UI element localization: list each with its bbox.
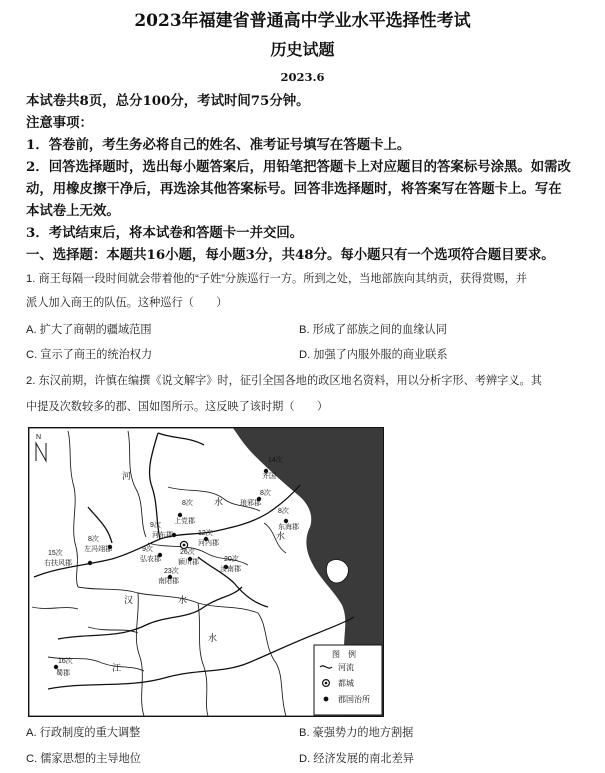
name-henei: 河内郡 [198,540,219,547]
legend-river: 河流 [338,663,354,672]
name-shu: 蜀郡 [56,670,70,677]
seat-marker-donghai [284,519,288,523]
label-shui-1: 水 [214,498,224,508]
subject-title: 历史试题 [270,40,335,59]
exam-date: 2023.6 [280,70,325,84]
notice-item-1: 1．答卷前，考生务必将自己的姓名、准考证号填写在答题卡上。 [26,137,411,153]
label-he-river: 河 [122,472,132,482]
count-yingchuan: 26次 [180,549,195,556]
name-youfufeng: 右扶风郡 [44,560,72,567]
legend-capital: 都城 [338,679,354,688]
count-shu: 16次 [58,658,73,665]
notice-title: 注意事项： [26,115,93,131]
exam-summary: 本试卷共8页，总分100分，考试时间75分钟。 [26,93,310,109]
seat-marker-shu [54,665,58,669]
name-hedong: 河东郡 [152,532,173,539]
label-shui-4: 水 [208,634,218,644]
q2-option-c: C. 儒家思想的主导地位 [26,753,141,765]
label-shui-3: 水 [178,596,188,606]
name-shangdang: 上党郡 [174,518,195,525]
legend-seat: 郡国治所 [338,695,370,704]
q2-stem-line-2: 中提及次数较多的郡、国如图所示。这反映了该时期（ ） [26,401,329,413]
q1-stem-line-2: 派人加入商王的队伍。这种巡行（ ） [26,297,228,309]
name-qi: 齐国 [262,473,276,480]
notice-item-3: 3．考试结束后，将本试卷和答题卡一并交回。 [26,225,304,241]
eastern-han-map [28,427,384,717]
q2-option-d: D. 经济发展的南北差异 [299,753,414,765]
name-langya: 琅邪郡 [240,500,261,507]
legend-seat-icon [324,697,329,702]
map-legend [314,645,382,715]
count-youfufeng: 15次 [48,550,63,557]
count-langya: 8次 [260,490,271,497]
north-symbol: N [36,434,42,441]
seat-marker-shangdang [178,513,182,517]
legend-capital-dot [325,682,328,685]
count-runan: 20次 [224,556,239,563]
count-donghai: 8次 [278,508,289,515]
capital-luoyang-dot [183,544,186,547]
notice-item-2-line-1: 2．回答选择题时，选出每小题答案后，用铅笔把答题卡上对应题目的答案标号涂黑。如需改 [26,159,571,175]
q1-option-a: A. 扩大了商朝的疆域范围 [26,324,152,336]
label-han: 汉 [124,596,134,606]
count-hedong: 9次 [150,522,161,529]
seat-marker-youfufeng [88,561,92,565]
map-svg [28,427,384,717]
exam-title: 2023年福建省普通高中学业水平选择性考试 [134,11,471,31]
name-yingchuan: 颍川郡 [178,559,199,566]
count-hongnong: 9次 [142,546,153,553]
label-shui-2: 水 [276,532,286,542]
name-hongnong: 弘农郡 [140,556,161,563]
q1-option-d: D. 加强了内服外服的商业联系 [299,349,448,361]
name-nanyang: 南阳郡 [158,578,179,585]
q2-option-b: B. 豪强势力的地方割据 [299,727,414,739]
q1-option-c: C. 宣示了商王的统治权力 [26,349,153,361]
count-shangdang: 8次 [182,500,193,507]
q1-stem-line-1: 1. 商王每隔一段时间就会带着他的“子姓”分族巡行一方。所到之处，当地部族向其纳贡，获得赏赐，并 [26,273,527,285]
name-runan: 汝南郡 [220,566,241,573]
notice-item-2-line-2: 动，用橡皮擦干净后，再选涂其他答案标号。回答非选择题时，将答案写在答题卡上。写在 [26,181,562,197]
q2-option-a: A. 行政制度的重大调整 [26,727,141,739]
count-henei: 12次 [198,530,213,537]
section-heading: 一、选择题：本题共16小题，每小题3分，共48分。每小题只有一个选项符合题目要求。 [26,247,555,263]
count-zuopingyi: 8次 [88,536,99,543]
count-nanyang: 23次 [164,568,179,575]
count-qi: 14次 [268,457,283,464]
name-donghai: 东海郡 [278,524,299,531]
label-jiang: 江 [112,664,122,674]
q1-option-b: B. 形成了部族之间的血缘认同 [299,324,447,336]
q2-stem-line-1: 2. 东汉前期，许慎在编撰《说文解字》时，征引全国各地的政区地名资料，用以分析字形、考辨字义。其 [26,375,542,387]
notice-item-2-line-3: 本试卷上无效。 [26,203,120,219]
name-zuopingyi: 左冯翊郡 [84,546,112,553]
legend-title: 图 例 [332,650,356,659]
